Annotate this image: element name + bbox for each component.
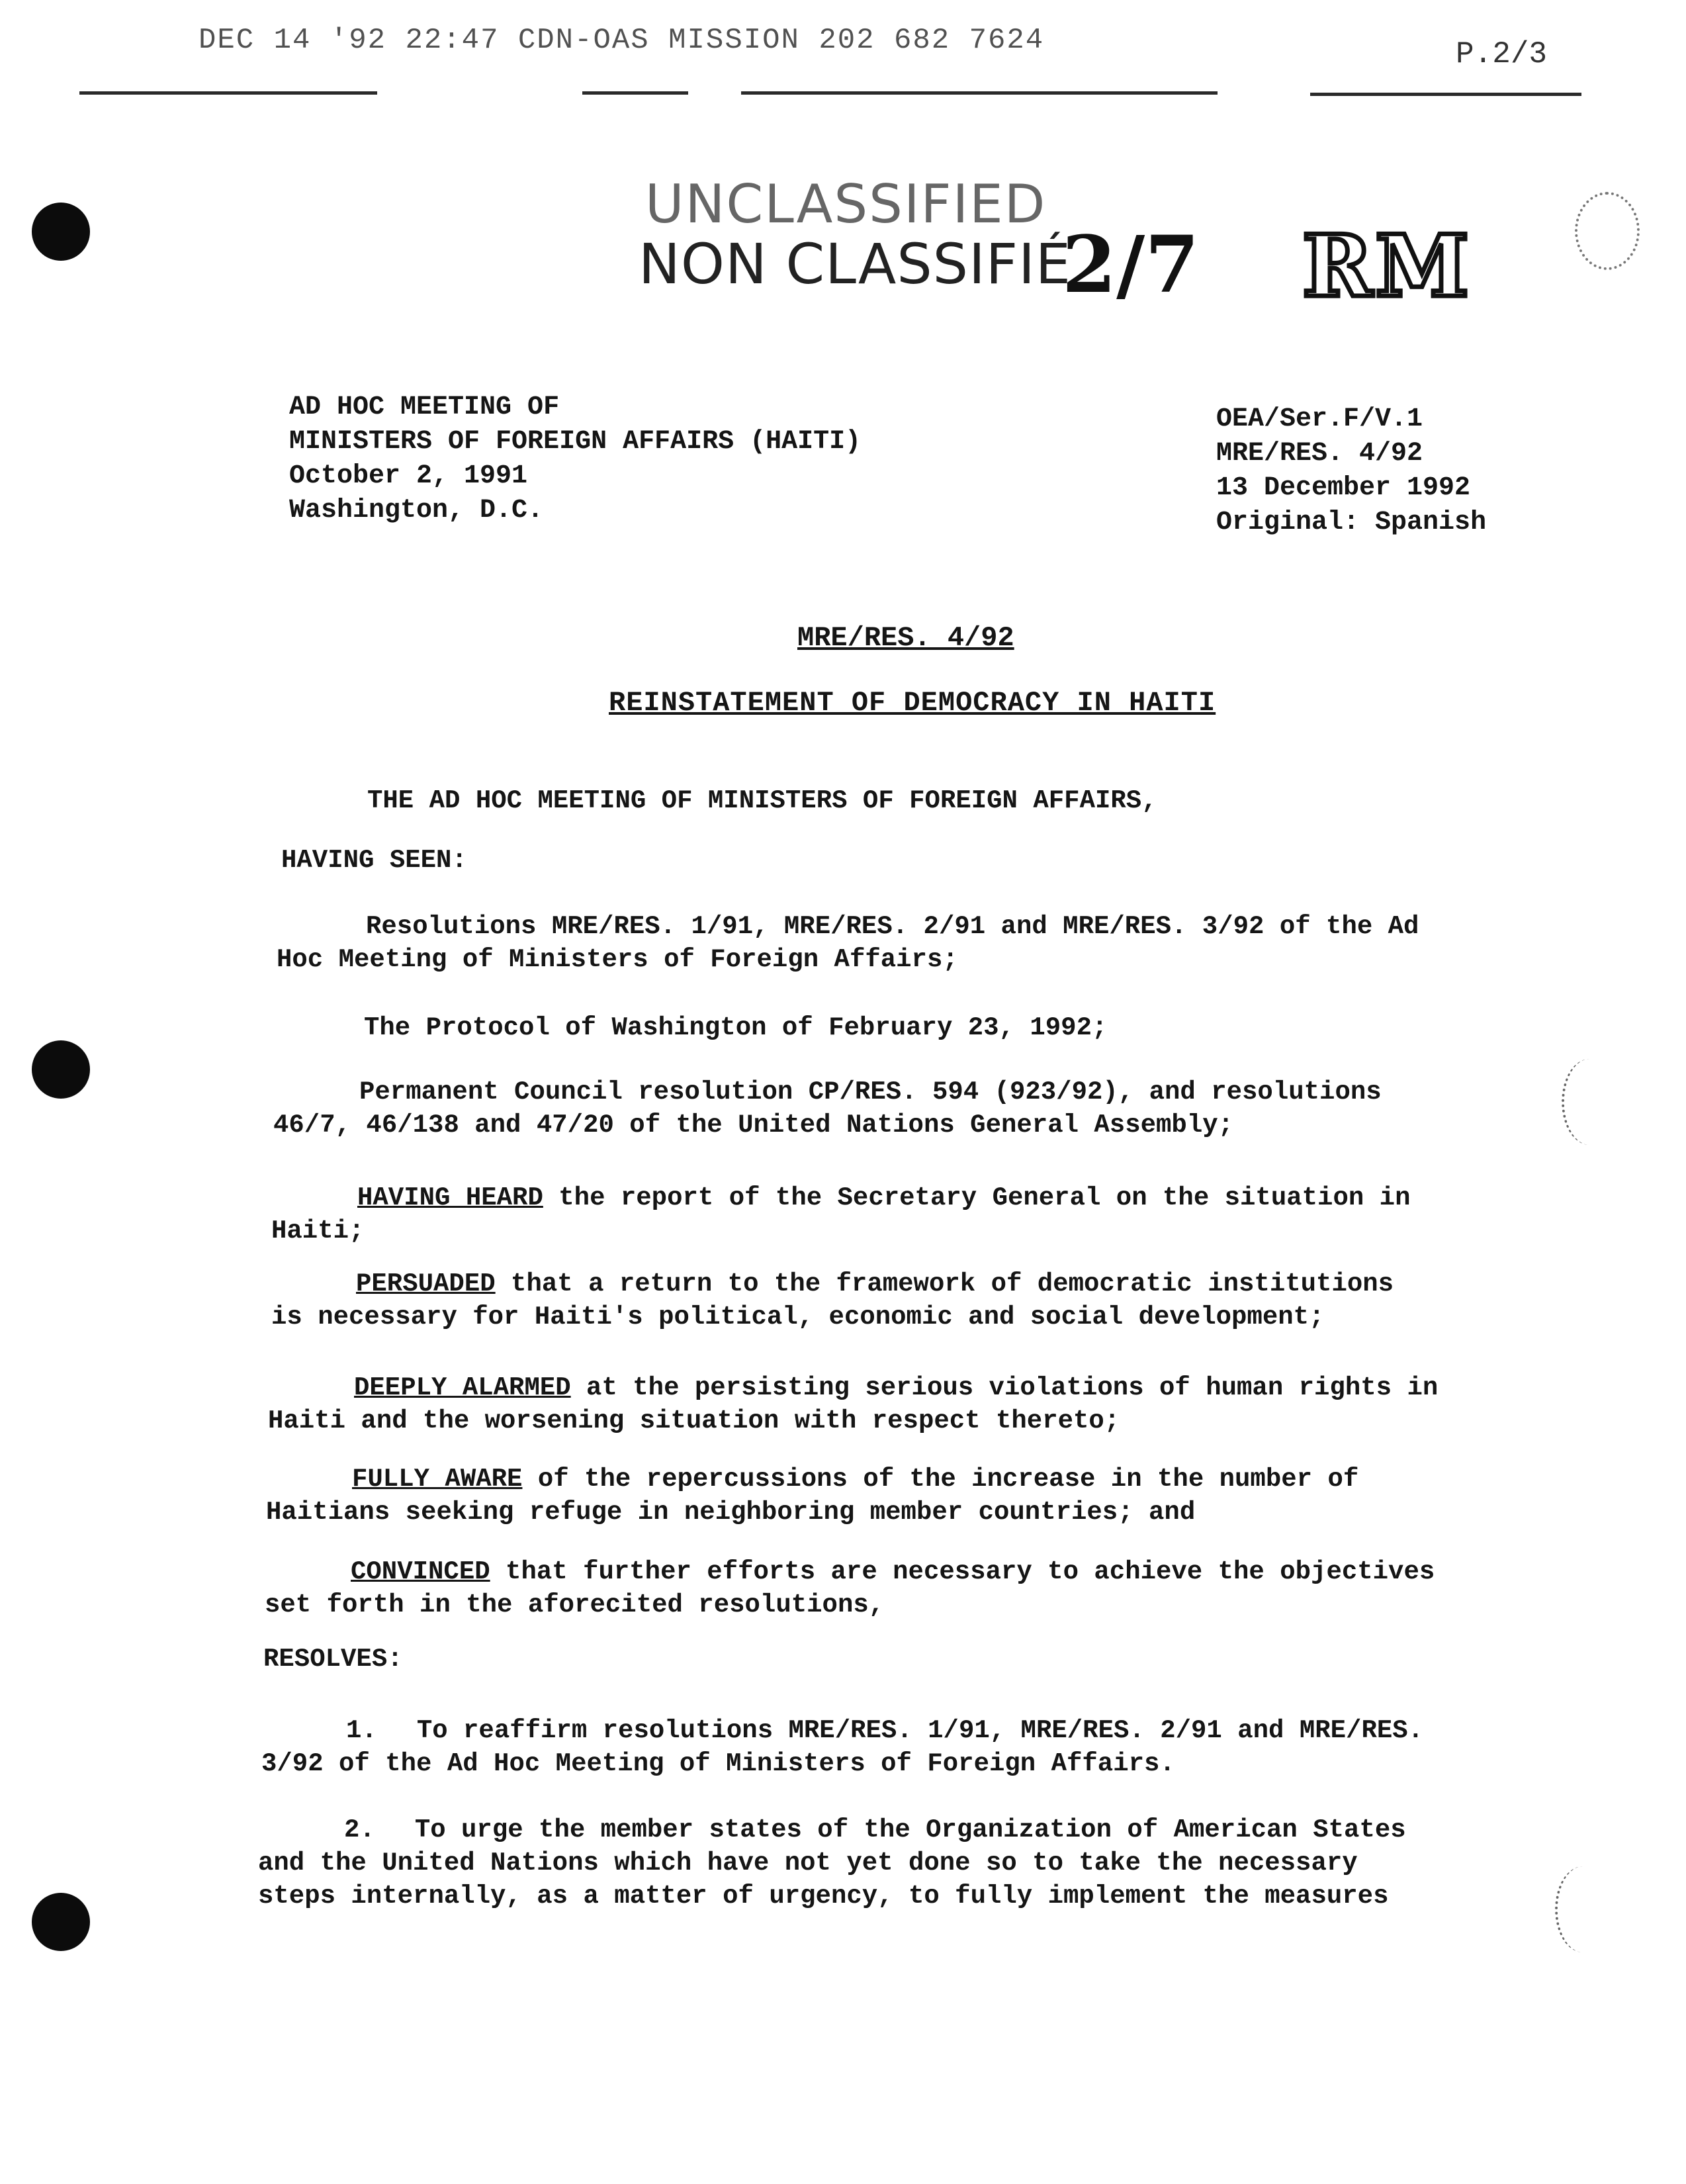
resolution-title: REINSTATEMENT OF DEMOCRACY IN HAITI <box>609 687 1216 719</box>
paragraph-lead: HAVING HEARD <box>357 1183 543 1212</box>
resolution-item-2 <box>258 1813 1406 1913</box>
paragraph-line: steps internally, as a matter of urgency, to fully implement the measures <box>258 1882 1389 1911</box>
paragraph-text: that a return to the framework of democratic institutions <box>495 1269 1394 1298</box>
paragraph-line <box>266 1463 1358 1496</box>
paragraph-text: at the persisting serious violations of human rights in <box>570 1373 1439 1402</box>
handwritten-page-count: 2/7 <box>1062 218 1200 310</box>
meeting-line: Washington, D.C. <box>289 496 544 525</box>
resolution-code: MRE/RES. 4/92 <box>797 622 1014 654</box>
having-seen-heading: HAVING SEEN: <box>281 846 467 875</box>
seen-paragraph-2: The Protocol of Washington of February 23, 1992; <box>364 1013 1108 1042</box>
header-rule <box>79 91 377 95</box>
paragraph-text: that further efforts are necessary to achieve the objectives <box>490 1557 1435 1586</box>
punch-hole <box>32 1040 90 1099</box>
meeting-info-block <box>289 390 861 528</box>
rm-logo-text: RM <box>1302 228 1472 308</box>
classification-stamp-line2: NON CLASSIFIÉ <box>639 232 1071 296</box>
paragraph-lead: DEEPLY ALARMED <box>354 1373 571 1402</box>
paragraph-text: the report of the Secretary General on the situation in <box>543 1183 1411 1212</box>
paragraph-text: To urge the member states of the Organization of American States <box>414 1815 1406 1844</box>
paragraph-lead: CONVINCED <box>351 1557 490 1586</box>
paragraph-text: To reaffirm resolutions MRE/RES. 1/91, MRE/RES. 2/91 and MRE/RES. <box>416 1716 1424 1745</box>
meeting-line: AD HOC MEETING OF <box>289 392 560 422</box>
meeting-line: October 2, 1991 <box>289 461 528 491</box>
rm-logo <box>1297 228 1581 308</box>
edge-mark <box>1555 1866 1611 1952</box>
seen-paragraph-1 <box>277 910 1419 976</box>
meeting-line: MINISTERS OF FOREIGN AFFAIRS (HAITI) <box>289 427 862 457</box>
paragraph-line: Haiti; <box>271 1216 365 1246</box>
seen-paragraph-3 <box>273 1075 1382 1142</box>
paragraph-line: set forth in the aforecited resolutions, <box>265 1590 885 1619</box>
paragraph-line: Resolutions MRE/RES. 1/91, MRE/RES. 2/91 and MRE/RES. 3/92 of the Ad <box>366 912 1419 941</box>
paragraph-text: of the repercussions of the increase in the number of <box>522 1465 1359 1494</box>
paragraph-line: 46/7, 46/138 and 47/20 of the United Nations General Assembly; <box>273 1111 1234 1140</box>
paragraph-line: Haitians seeking refuge in neighboring member countries; and <box>266 1498 1196 1527</box>
fully-aware-paragraph <box>266 1463 1358 1529</box>
paragraph-line <box>265 1555 1435 1588</box>
paragraph-lead: FULLY AWARE <box>352 1465 523 1494</box>
having-heard-paragraph <box>271 1181 1410 1248</box>
punch-hole <box>32 203 90 261</box>
paragraph-line <box>258 1813 1406 1846</box>
persuaded-paragraph <box>271 1267 1394 1334</box>
paragraph-line: is necessary for Haiti's political, economic and social development; <box>271 1302 1325 1332</box>
paragraph-line: and the United Nations which have not yet done so to take the necessary <box>258 1848 1358 1878</box>
paragraph-line: 3/92 of the Ad Hoc Meeting of Ministers of Foreign Affairs. <box>261 1749 1175 1778</box>
paragraph-line <box>268 1371 1438 1404</box>
classification-stamp-line1: UNCLASSIFIED <box>645 173 1047 235</box>
fax-page-number: P.2/3 <box>1456 37 1548 71</box>
header-rule <box>741 91 1218 95</box>
item-number: 1. <box>346 1716 377 1745</box>
reference-line: Original: Spanish <box>1216 508 1487 537</box>
deeply-alarmed-paragraph <box>268 1371 1438 1437</box>
reference-line: 13 December 1992 <box>1216 473 1471 503</box>
reference-line: OEA/Ser.F/V.1 <box>1216 404 1423 434</box>
header-rule <box>582 91 688 95</box>
paragraph-line: Permanent Council resolution CP/RES. 594 (923/92), and resolutions <box>359 1077 1382 1107</box>
paragraph-line <box>261 1714 1423 1747</box>
edge-mark <box>1562 1059 1617 1145</box>
paragraph-line: Haiti and the worsening situation with respect thereto; <box>268 1406 1120 1435</box>
document-reference-block <box>1216 402 1486 540</box>
paragraph-lead: PERSUADED <box>356 1269 496 1298</box>
punch-hole <box>32 1893 90 1951</box>
reference-line: MRE/RES. 4/92 <box>1216 439 1423 469</box>
header-rule <box>1310 93 1581 96</box>
fax-transmission-header: DEC 14 '92 22:47 CDN-OAS MISSION 202 682 7624 <box>199 24 1045 57</box>
edge-mark <box>1575 192 1640 270</box>
convinced-paragraph <box>265 1555 1435 1621</box>
resolution-item-1 <box>261 1714 1423 1780</box>
resolves-heading: RESOLVES: <box>263 1645 403 1674</box>
item-number: 2. <box>344 1815 375 1844</box>
preamble: THE AD HOC MEETING OF MINISTERS OF FOREIGN AFFAIRS, <box>367 786 1157 815</box>
paragraph-line: Hoc Meeting of Ministers of Foreign Affairs; <box>277 945 958 974</box>
paragraph-line <box>271 1181 1410 1214</box>
paragraph-line <box>271 1267 1394 1300</box>
